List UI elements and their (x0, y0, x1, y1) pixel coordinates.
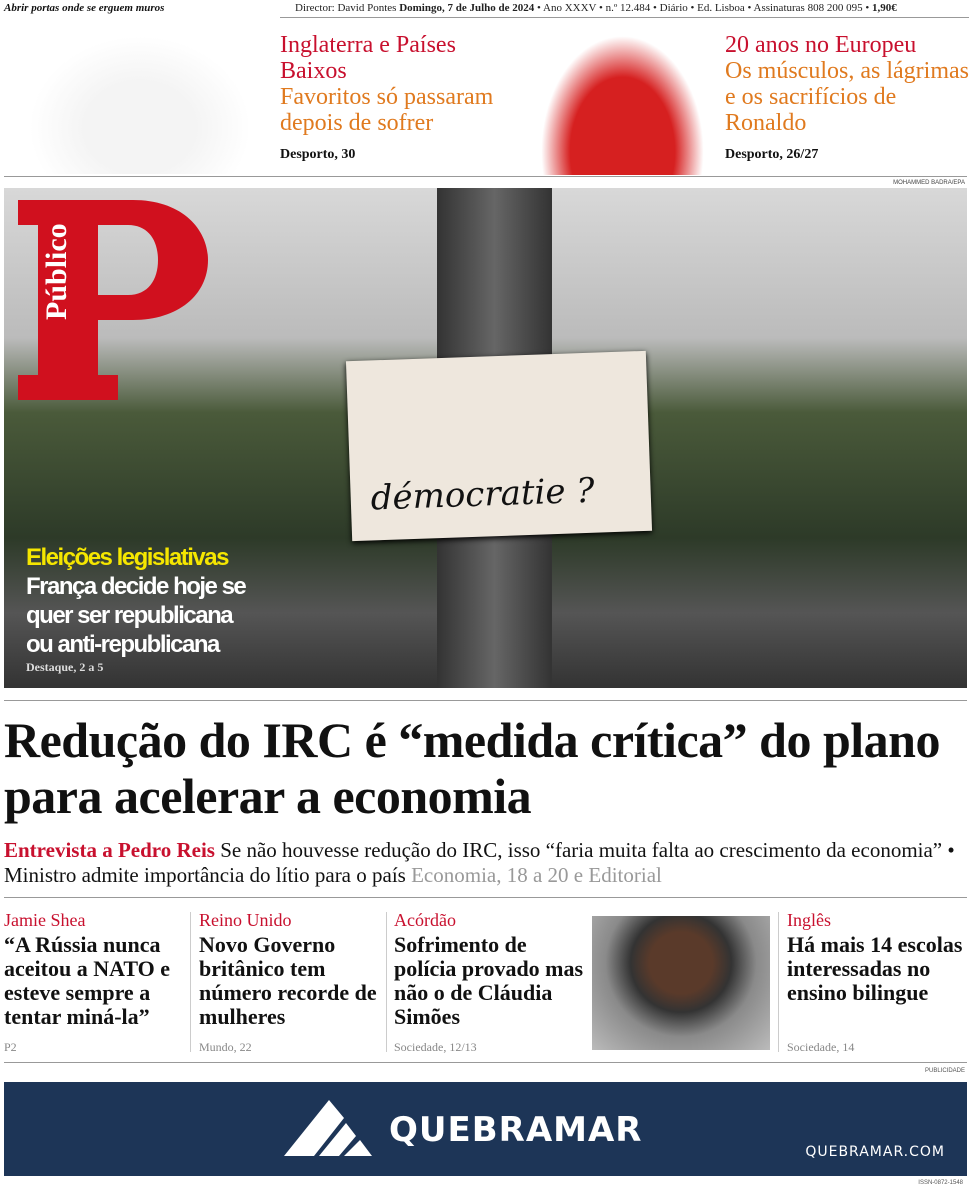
lead-summary (4, 838, 964, 888)
lead-ref: Economia, 18 a 20 e Editorial (411, 863, 662, 887)
sign (346, 351, 652, 541)
story-title: Há mais 14 escolas interessadas no ensino bilingue (787, 932, 963, 1005)
hero-title: França decide hoje se quer ser republicana ou anti-republicana (26, 573, 246, 658)
teaser-ronaldo[interactable] (725, 32, 969, 168)
teaser-section: Desporto, 30 (280, 147, 356, 162)
director: Director: David Pontes (295, 2, 397, 14)
story-title: “A Rússia nunca aceitou a NATO e esteve sempre a tentar miná-la” (4, 932, 170, 1029)
lead-text: Se não houvesse redução do IRC, isso “faria muita falta ao crescimento da economia” • Ministro admite importância do lítio para o país (4, 838, 955, 887)
teaser-subtitle: Favoritos só passaram depois de sofrer (280, 84, 494, 136)
story-ingles[interactable] (787, 910, 967, 1055)
ad-label: PUBLICIDADE (924, 1068, 965, 1074)
date: Domingo, 7 de Julho de 2024 (399, 2, 535, 14)
story-ref: Mundo, 22 (199, 1040, 252, 1054)
quebramar-ad[interactable] (4, 1082, 967, 1176)
story-kicker: Reino Unido (199, 910, 292, 930)
story-title: Sofrimento de polícia provado mas não o de Cláudia Simões (394, 932, 584, 1029)
story-kicker: Jamie Shea (4, 910, 86, 930)
publico-logo-word: Público (40, 223, 73, 320)
sign-text: démocratie ? (370, 470, 596, 519)
masthead-info (295, 2, 897, 14)
claudia-simoes-photo (592, 916, 770, 1050)
story-title: Novo Governo britânico tem número recorde de mulheres (199, 932, 377, 1029)
story-ref: Sociedade, 12/13 (394, 1040, 477, 1054)
teaser-subtitle: Os músculos, as lágrimas e os sacrifícios de Ronaldo (725, 58, 969, 136)
hero-kicker: Eleições legislativas (26, 544, 228, 571)
teaser-title: Inglaterra e Países Baixos (280, 32, 456, 84)
lead-kicker: Entrevista a Pedro Reis (4, 838, 215, 862)
tagline: Abrir portas onde se erguem muros (4, 2, 165, 14)
ronaldo-photo (530, 20, 715, 175)
lead-headline[interactable]: Redução do IRC é “medida crítica” do plano para acelerar a economia (4, 712, 940, 824)
hero-photo[interactable] (4, 188, 967, 688)
story-kicker: Acórdão (394, 910, 456, 930)
hero-story[interactable] (26, 543, 256, 675)
price: 1,90€ (871, 2, 897, 14)
story-ref: P2 (4, 1040, 17, 1054)
story-ref: Sociedade, 14 (787, 1040, 855, 1054)
edition-details: • Ano XXXV • n.º 12.484 • Diário • Ed. Lisboa • Assinaturas 808 200 095 • (537, 2, 870, 14)
story-kicker: Inglês (787, 910, 831, 930)
teaser-england[interactable] (280, 32, 525, 168)
story-jamie-shea[interactable] (4, 910, 186, 1055)
quebramar-logo-icon (284, 1098, 374, 1158)
teaser-section: Desporto, 26/27 (725, 147, 819, 162)
england-player-photo (10, 20, 270, 174)
story-reino-unido[interactable] (199, 910, 381, 1055)
ad-brand: QUEBRAMAR (389, 1110, 643, 1150)
teaser-title: 20 anos no Europeu (725, 32, 917, 58)
photo-credit: MOHAMMED BADRA/EPA (893, 180, 965, 186)
hero-ref: Destaque, 2 a 5 (26, 660, 104, 674)
ad-url[interactable]: QUEBRAMAR.COM (805, 1144, 945, 1160)
story-acordao[interactable] (394, 910, 586, 1055)
issn: ISSN-0872-1548 (918, 1180, 963, 1186)
